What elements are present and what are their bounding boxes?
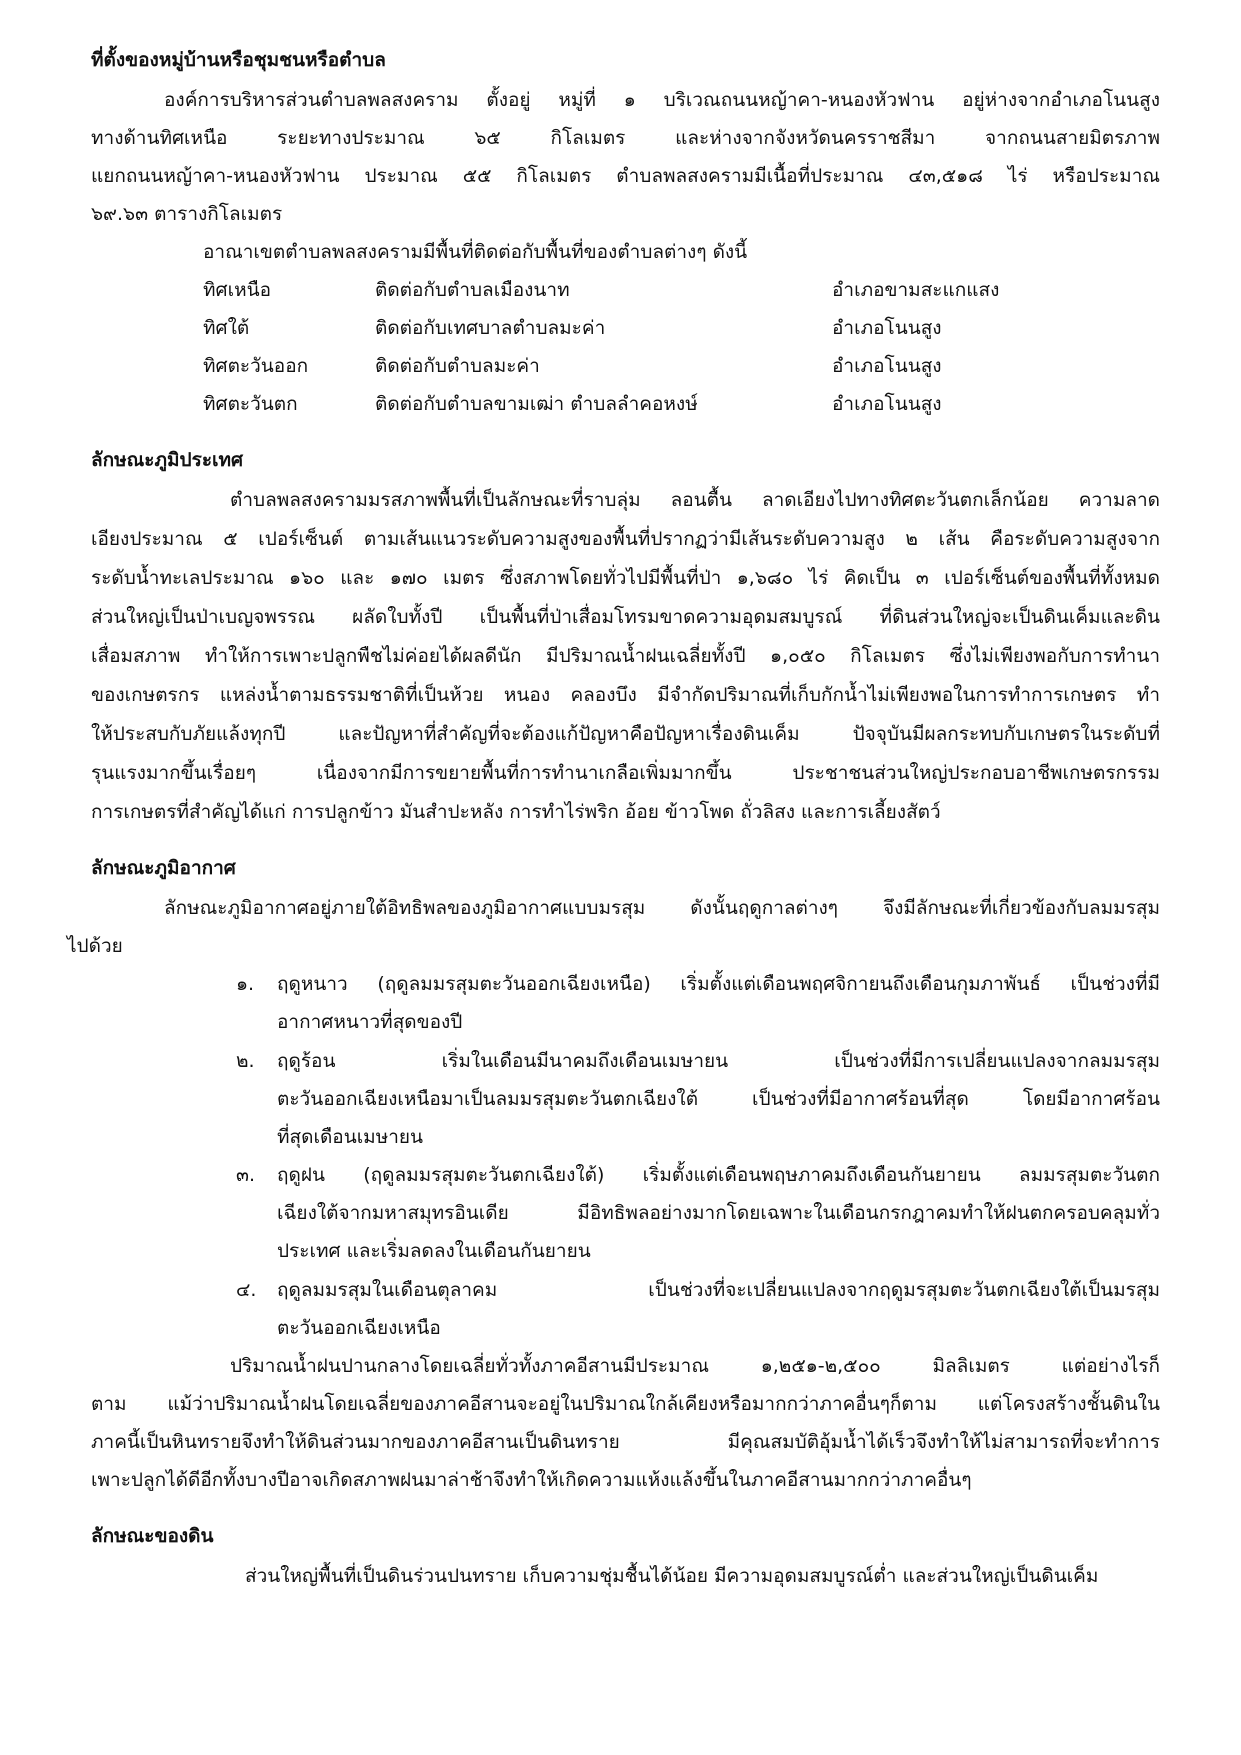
heading-climate: ลักษณะภูมิอากาศ [91,857,236,879]
climate-intro-line-1: ลักษณะภูมิอากาศอยู่ภายใต้อิทธิพลของภูมิอากาศแบบมรสุม ดังนั้นฤดูกาลต่างๆ จึงมีลักษณะที่เกี่ยวข้องกับลมมรสุม [164,897,1160,919]
season-line: อากาศหนาวที่สุดของปี [277,1011,463,1033]
terrain-line-9: การเกษตรที่สำคัญได้แก่ การปลูกข้าว มันสำปะหลัง การทำไร่พริก อ้อย ข้าวโพด ถั่วลิสง และการเลี้ยงสัตว์ [91,801,941,823]
season-line: ฤดูฝน (ฤดูลมมรสุมตะวันตกเฉียงใต้) เริ่มตั้งแต่เดือนพฤษภาคมถึงเดือนกันยายน ลมมรสุมตะวันตก [277,1164,1160,1186]
terrain-line-2: เอียงประมาณ ๕ เปอร์เซ็นต์ ตามเส้นแนวระดับความสูงของพื้นที่ปรากฏว่ามีเส้นระดับความสูง ๒ เส้น คือระดับความสูงจาก [91,528,1160,550]
boundary-direction: ทิศใต้ [203,317,250,339]
heading-location: ที่ตั้งของหมู่บ้านหรือชุมชนหรือตำบล [91,49,386,71]
heading-terrain: ลักษณะภูมิประเทศ [91,449,244,471]
season-line: ตะวันออกเฉียงเหนือ [277,1317,441,1339]
season-line: ฤดูหนาว (ฤดูลมมรสุมตะวันออกเฉียงเหนือ) เริ่มตั้งแต่เดือนพฤศจิกายนถึงเดือนกุมภาพันธ์ เป็นช่วงที่มี [277,973,1160,995]
boundary-intro: อาณาเขตตำบลพลสงครามมีพื้นที่ติดต่อกับพื้นที่ของตำบลต่างๆ ดังนี้ [203,241,748,263]
rain-line-2: ตาม แม้ว่าปริมาณน้ำฝนโดยเฉลี่ยของภาคอีสานจะอยู่ในปริมาณใกล้เคียงหรือมากกว่าภาคอื่นๆก็ตาม แต่โครงสร้างชั้นดินใน [91,1393,1160,1415]
heading-soil: ลักษณะของดิน [91,1525,214,1547]
boundary-adjacent: ติดต่อกับเทศบาลตำบลมะค่า [375,317,606,339]
boundary-adjacent: ติดต่อกับตำบลมะค่า [375,355,540,377]
rain-line-1: ปริมาณน้ำฝนปานกลางโดยเฉลี่ยทั่วทั้งภาคอีสานมีประมาณ ๑,๒๕๑-๒,๕๐๐ มิลลิเมตร แต่อย่างไรก็ [230,1355,1160,1377]
terrain-line-7: ให้ประสบกับภัยแล้งทุกปี และปัญหาที่สำคัญที่จะต้องแก้ปัญหาคือปัญหาเรื่องดินเค็ม ปัจจุบันมีผลกระทบกับเกษตรในระดับที่ [91,723,1160,745]
terrain-line-4: ส่วนใหญ่เป็นป่าเบญจพรรณ ผลัดใบทั้งปี เป็นพื้นที่ป่าเสื่อมโทรมขาดความอุดมสมบูรณ์ ที่ดินส่วนใหญ่จะเป็นดินเค็มและดิน [91,606,1160,628]
boundary-district: อำเภอโนนสูง [832,393,942,415]
terrain-line-6: ของเกษตรกร แหล่งน้ำตามธรรมชาติที่เป็นห้วย หนอง คลองบึง มีจำกัดปริมาณที่เก็บกักน้ำไม่เพียงพอในการทำการเกษตร ทำ [91,684,1160,706]
season-line: ประเทศ และเริ่มลดลงในเดือนกันยายน [277,1240,591,1262]
terrain-line-8: รุนแรงมากขึ้นเรื่อยๆ เนื่องจากมีการขยายพื้นที่การทำนาเกลือเพิ่มมากขึ้น ประชาชนส่วนใหญ่ประกอบอาชีพเกษตรกรรม [91,762,1160,784]
boundary-district: อำเภอโนนสูง [832,355,942,377]
boundary-district: อำเภอขามสะแกแสง [832,279,1000,301]
boundary-direction: ทิศตะวันออก [203,355,309,377]
boundary-direction: ทิศเหนือ [203,279,272,301]
boundary-direction: ทิศตะวันตก [203,393,298,415]
list-number: ๒. [236,1050,255,1072]
terrain-line-1: ตำบลพลสงครามมรสภาพพื้นที่เป็นลักษณะที่ราบลุ่ม ลอนตื้น ลาดเอียงไปทางทิศตะวันตกเล็กน้อย ความลาด [230,489,1160,511]
rain-line-4: เพาะปลูกได้ดีอีกทั้งบางปีอาจเกิดสภาพฝนมาล่าช้าจึงทำให้เกิดความแห้งแล้งขึ้นในภาคอีสานมากกว่าภาคอื่นๆ [91,1469,972,1491]
soil-line: ส่วนใหญ่พื้นที่เป็นดินร่วนปนทราย เก็บความชุ่มชื้นได้น้อย มีความอุดมสมบูรณ์ต่ำ และส่วนใหญ่เป็นดินเค็ม [245,1565,1099,1587]
season-line: เฉียงใต้จากมหาสมุทรอินเดีย มีอิทธิพลอย่างมากโดยเฉพาะในเดือนกรกฎาคมทำให้ฝนตกครอบคลุมทั่ว [277,1202,1160,1224]
rain-line-3: ภาคนี้เป็นหินทรายจึงทำให้ดินส่วนมากของภาคอีสานเป็นดินทราย มีคุณสมบัติอุ้มน้ำได้เร็วจึงทำให้ไม่สามารถที่จะทำการ [91,1431,1160,1453]
location-line-1: องค์การบริหารส่วนตำบลพลสงคราม ตั้งอยู่ หมู่ที่ ๑ บริเวณถนนหญ้าคา-หนองหัวฟาน อยู่ห่างจากอำเภอโนนสูง [164,89,1160,111]
list-number: ๔. [236,1279,257,1301]
climate-intro-line-2: ไปด้วย [67,935,123,957]
boundary-adjacent: ติดต่อกับตำบลขามเฒ่า ตำบลลำคอหงษ์ [375,393,698,415]
location-line-2: ทางด้านทิศเหนือ ระยะทางประมาณ ๖๕ กิโลเมตร และห่างจากจังหวัดนครราชสีมา จากถนนสายมิตรภาพ [91,127,1160,149]
boundary-district: อำเภอโนนสูง [832,317,942,339]
season-line: ที่สุดเดือนเมษายน [277,1126,424,1148]
terrain-line-3: ระดับน้ำทะเลประมาณ ๑๖๐ และ ๑๗๐ เมตร ซึ่งสภาพโดยทั่วไปมีพื้นที่ป่า ๑,๖๘๐ ไร่ คิดเป็น ๓ เปอร์เซ็นต์ของพื้นที่ทั้งหมด [91,567,1160,589]
list-number: ๑. [236,973,255,995]
season-line: ฤดูลมมรสุมในเดือนตุลาคม เป็นช่วงที่จะเปลี่ยนแปลงจากฤดูมรสุมตะวันตกเฉียงใต้เป็นมรสุม [277,1279,1160,1301]
boundary-adjacent: ติดต่อกับตำบลเมืองนาท [375,279,570,301]
location-line-4: ๖๙.๖๓ ตารางกิโลเมตร [91,203,283,225]
season-line: ฤดูร้อน เริ่มในเดือนมีนาคมถึงเดือนเมษายน เป็นช่วงที่มีการเปลี่ยนแปลงจากลมมรสุม [277,1050,1160,1072]
season-line: ตะวันออกเฉียงเหนือมาเป็นลมมรสุมตะวันตกเฉียงใต้ เป็นช่วงที่มีอากาศร้อนที่สุด โดยมีอากาศร้อน [277,1088,1160,1110]
list-number: ๓. [236,1164,256,1186]
location-line-3: แยกถนนหญ้าคา-หนองหัวฟาน ประมาณ ๕๕ กิโลเมตร ตำบลพลสงครามมีเนื้อที่ประมาณ ๔๓,๕๑๘ ไร่ หรือประมาณ [91,165,1160,187]
terrain-line-5: เสื่อมสภาพ ทำให้การเพาะปลูกพืชไม่ค่อยได้ผลดีนัก มีปริมาณน้ำฝนเฉลี่ยทั้งปี ๑,๐๕๐ กิโลเมตร ซึ่งไม่เพียงพอกับการทำนา [91,645,1160,667]
